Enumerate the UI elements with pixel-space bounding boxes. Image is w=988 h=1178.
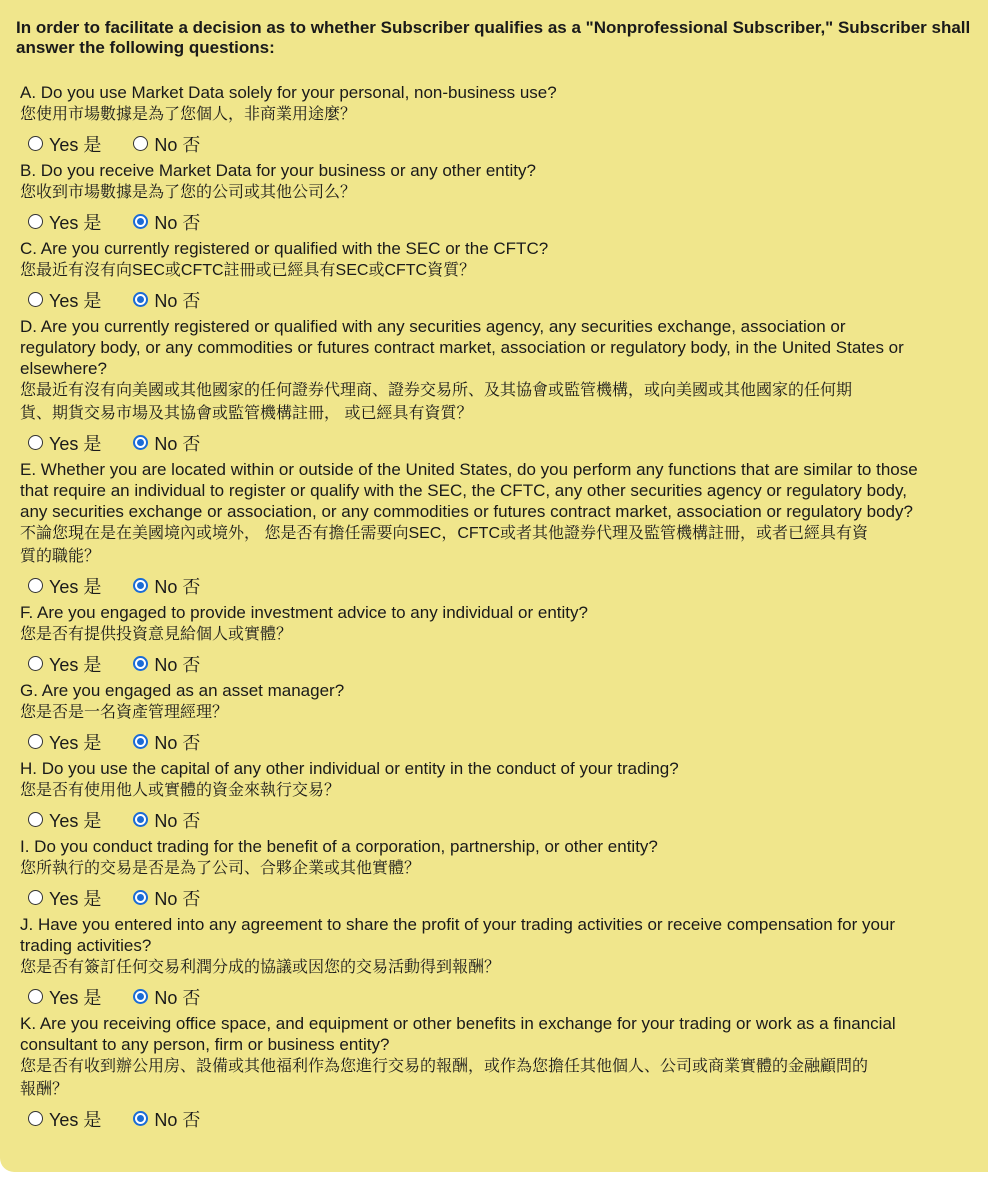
question-a-no-option[interactable] [123, 131, 200, 157]
question-h [20, 758, 988, 835]
question-i-no-radio[interactable] [133, 890, 148, 905]
question-c-chinese: 您最近有沒有向SEC或CFTC註冊或已經具有SEC或CFTC資質？ [20, 262, 476, 279]
question-a-no-radio[interactable] [133, 136, 148, 151]
yes-label: Yes 是 [49, 212, 102, 233]
yes-label: Yes 是 [49, 987, 102, 1008]
yes-label: Yes 是 [49, 732, 102, 753]
no-label: No 否 [154, 732, 201, 753]
question-j-yes-option[interactable] [20, 984, 101, 1010]
question-j-no-option[interactable] [123, 984, 200, 1010]
question-k-no-radio[interactable] [133, 1111, 148, 1126]
question-g-english: G. Are you engaged as an asset manager? [20, 681, 345, 700]
question-f-options [20, 646, 988, 679]
question-j-chinese: 您是否有簽訂任何交易利潤分成的協議或因您的交易活動得到報酬？ [20, 959, 501, 976]
question-a-yes-option[interactable] [20, 131, 101, 157]
question-e-yes-radio[interactable] [28, 578, 43, 593]
question-h-english: H. Do you use the capital of any other individual or entity in the conduct of your trading? [20, 759, 679, 778]
question-e [20, 459, 988, 601]
question-i-yes-option[interactable] [20, 885, 101, 911]
question-b-yes-option[interactable] [20, 209, 101, 235]
question-h-no-option[interactable] [123, 807, 200, 833]
question-c-options [20, 282, 988, 315]
question-g [20, 680, 988, 757]
question-c-no-option[interactable] [123, 287, 200, 313]
yes-label: Yes 是 [49, 1109, 102, 1130]
intro-text: In order to facilitate a decision as to whether Subscriber qualifies as a "Nonprofessional Subscriber," Subscriber shall answer the following questions: [16, 18, 971, 57]
question-b-yes-radio[interactable] [28, 214, 43, 229]
question-h-options [20, 802, 988, 835]
question-list [20, 82, 988, 1134]
question-a-chinese: 您使用市場數據是為了您個人，非商業用途麼？ [20, 106, 357, 123]
question-g-options [20, 724, 988, 757]
question-b-chinese: 您收到市場數據是為了您的公司或其他公司么？ [20, 184, 357, 201]
question-j-yes-radio[interactable] [28, 989, 43, 1004]
no-label: No 否 [154, 290, 201, 311]
question-c-english: C. Are you currently registered or qualified with the SEC or the CFTC? [20, 239, 549, 258]
question-j-english: J. Have you entered into any agreement to share the profit of your trading activities or receive compensation for your trading activities? [20, 915, 896, 955]
no-label: No 否 [154, 433, 201, 454]
yes-label: Yes 是 [49, 654, 102, 675]
question-g-yes-radio[interactable] [28, 734, 43, 749]
question-c-yes-option[interactable] [20, 287, 101, 313]
question-k-yes-option[interactable] [20, 1106, 101, 1132]
question-k-options [20, 1101, 988, 1134]
question-f [20, 602, 988, 679]
question-b-options [20, 204, 988, 237]
question-f-english: F. Are you engaged to provide investment advice to any individual or entity? [20, 603, 588, 622]
question-e-no-option[interactable] [123, 573, 200, 599]
no-label: No 否 [154, 134, 201, 155]
question-c [20, 238, 988, 315]
yes-label: Yes 是 [49, 290, 102, 311]
question-f-no-option[interactable] [123, 651, 200, 677]
question-g-chinese: 您是否是一名資產管理經理？ [20, 704, 229, 721]
question-e-options [20, 568, 988, 601]
question-d-english: D. Are you currently registered or qualified with any securities agency, any securities exchange, association or regulatory body, or any commodities or futures contract market, association or regulatory body, in the United States or elsewhere? [20, 317, 904, 378]
question-a [20, 82, 988, 159]
question-f-no-radio[interactable] [133, 656, 148, 671]
no-label: No 否 [154, 654, 201, 675]
question-j [20, 914, 988, 1012]
question-f-yes-radio[interactable] [28, 656, 43, 671]
question-g-yes-option[interactable] [20, 729, 101, 755]
question-b [20, 160, 988, 237]
question-k [20, 1013, 988, 1134]
question-i [20, 836, 988, 913]
question-i-chinese: 您所執行的交易是否是為了公司、合夥企業或其他實體？ [20, 860, 421, 877]
no-label: No 否 [154, 987, 201, 1008]
question-j-options [20, 979, 988, 1012]
no-label: No 否 [154, 212, 201, 233]
question-i-english: I. Do you conduct trading for the benefit of a corporation, partnership, or other entity? [20, 837, 658, 856]
question-f-yes-option[interactable] [20, 651, 101, 677]
question-d-yes-option[interactable] [20, 430, 101, 456]
question-g-no-radio[interactable] [133, 734, 148, 749]
question-e-chinese: 不論您現在是在美國境內或境外， 您是否有擔任需要向SEC，CFTC或者其他證券代理及監管機構註冊，或者已經具有資 質的職能？ [20, 525, 869, 565]
question-d-yes-radio[interactable] [28, 435, 43, 450]
question-a-english: A. Do you use Market Data solely for your personal, non-business use? [20, 83, 557, 102]
question-h-yes-option[interactable] [20, 807, 101, 833]
yes-label: Yes 是 [49, 888, 102, 909]
question-d [20, 316, 988, 458]
question-k-english: K. Are you receiving office space, and equipment or other benefits in exchange for your trading or work as a financial consultant to any person, firm or business entity? [20, 1014, 896, 1054]
question-d-no-radio[interactable] [133, 435, 148, 450]
question-b-no-radio[interactable] [133, 214, 148, 229]
question-k-chinese: 您是否有收到辦公用房、設備或其他福利作為您進行交易的報酬，或作為您擔任其他個人、公司或商業實體的金融顧問的 報酬？ [20, 1058, 869, 1098]
question-d-options [20, 425, 988, 458]
no-label: No 否 [154, 810, 201, 831]
question-d-no-option[interactable] [123, 430, 200, 456]
yes-label: Yes 是 [49, 576, 102, 597]
question-k-no-option[interactable] [123, 1106, 200, 1132]
question-b-no-option[interactable] [123, 209, 200, 235]
question-a-yes-radio[interactable] [28, 136, 43, 151]
question-i-yes-radio[interactable] [28, 890, 43, 905]
no-label: No 否 [154, 1109, 201, 1130]
question-h-chinese: 您是否有使用他人或實體的資金來執行交易？ [20, 782, 341, 799]
yes-label: Yes 是 [49, 810, 102, 831]
question-d-chinese: 您最近有沒有向美國或其他國家的任何證券代理商、證券交易所、及其協會或監管機構，或向美國或其他國家的任何期 貨、期貨交易市場及其協會或監管機構註冊， 或已經具有資質？ [20, 382, 853, 422]
no-label: No 否 [154, 888, 201, 909]
question-h-no-radio[interactable] [133, 812, 148, 827]
no-label: No 否 [154, 576, 201, 597]
question-h-yes-radio[interactable] [28, 812, 43, 827]
question-f-chinese: 您是否有提供投資意見給個人或實體？ [20, 626, 293, 643]
yes-label: Yes 是 [49, 433, 102, 454]
question-b-english: B. Do you receive Market Data for your business or any other entity? [20, 161, 536, 180]
question-e-yes-option[interactable] [20, 573, 101, 599]
question-i-no-option[interactable] [123, 885, 200, 911]
question-c-no-radio[interactable] [133, 292, 148, 307]
question-i-options [20, 880, 988, 913]
question-k-yes-radio[interactable] [28, 1111, 43, 1126]
question-e-no-radio[interactable] [133, 578, 148, 593]
question-j-no-radio[interactable] [133, 989, 148, 1004]
yes-label: Yes 是 [49, 134, 102, 155]
question-a-options [20, 126, 988, 159]
question-c-yes-radio[interactable] [28, 292, 43, 307]
question-e-english: E. Whether you are located within or outside of the United States, do you perform any functions that are similar to those that require an individual to register or qualify with the SEC, the CFTC, any other securities agency or regulatory body, any securities exchange or association, or any commodities or futures contract market, association or regulatory body? [20, 460, 918, 521]
question-g-no-option[interactable] [123, 729, 200, 755]
